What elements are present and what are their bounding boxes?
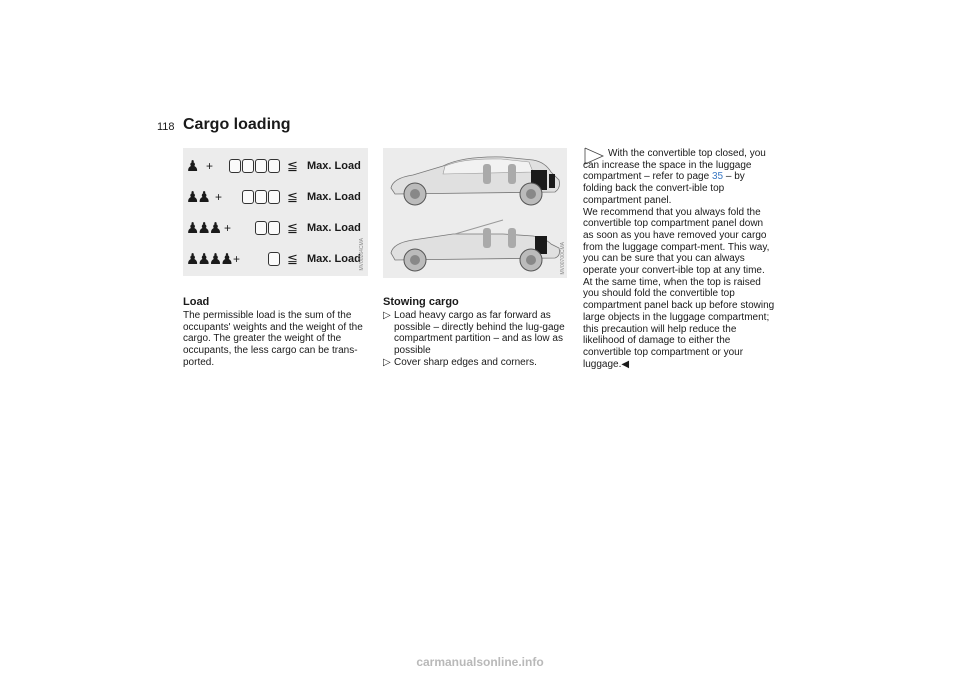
- load-body: The permissible load is the sum of the occupants' weights and the weight of the cargo. The greater the weight of the occupants, the less cargo can be trans-ported.: [183, 310, 363, 368]
- suitcase-icon: [268, 252, 280, 266]
- luggage-icons: [229, 159, 281, 178]
- plus-sign: +: [233, 252, 241, 266]
- suitcase-icon: [268, 190, 280, 204]
- end-mark-icon: ◀: [621, 358, 630, 370]
- cargo-car-diagram: [383, 148, 567, 278]
- person-icons: ♟♟♟♟: [186, 251, 232, 268]
- max-load-label: Max. Load: [307, 160, 361, 172]
- suitcase-icon: [255, 190, 267, 204]
- figure-code: MV00700CMA: [560, 242, 566, 275]
- stowing-heading: Stowing cargo: [383, 296, 459, 308]
- load-heading: Load: [183, 296, 210, 308]
- plus-sign: +: [206, 159, 214, 173]
- max-load-label: Max. Load: [307, 253, 361, 265]
- suitcase-icon: [255, 221, 267, 235]
- list-item: ▷ Cover sharp edges and corners.: [383, 356, 537, 368]
- figure-code: MV00264CMA: [359, 238, 365, 271]
- load-row: [183, 247, 368, 271]
- luggage-icons: [255, 221, 281, 240]
- load-diagram: [183, 148, 368, 276]
- suitcase-icon: [268, 221, 280, 235]
- convertible-note: With the convertible top closed, you can increase the space in the luggage compartment – refer to page 35 – by folding back the convert-ible top compartment panel. We recommend that you always fold the convertible top compartment panel down as soon as you have removed your cargo from the luggage compart-ment. This way, you can be sure that you can always operate your convert-ible top at any time. At the same time, when the top is raised you should fold the convertible top compartment panel back up before stowing large objects in the luggage compartment; this precaution will help reduce the likelihood of damage to either the convertible top compartment or your luggage.◀: [583, 148, 775, 370]
- watermark: carmanualsonline.info: [416, 655, 544, 669]
- luggage-icons: [242, 190, 281, 209]
- car-illustration: [383, 148, 567, 278]
- less-equal-sign: ≦: [287, 251, 298, 266]
- page-number: 118: [157, 121, 175, 133]
- less-equal-sign: ≦: [287, 189, 298, 204]
- max-load-label: Max. Load: [307, 222, 361, 234]
- suitcase-icon: [268, 159, 280, 173]
- suitcase-icon: [229, 159, 241, 173]
- plus-sign: +: [224, 221, 232, 235]
- plus-sign: +: [215, 190, 223, 204]
- person-icons: ♟: [186, 158, 198, 175]
- less-equal-sign: ≦: [287, 220, 298, 235]
- load-row: [183, 154, 368, 178]
- stowing-bullets: [383, 310, 573, 369]
- max-load-label: Max. Load: [307, 191, 361, 203]
- load-row: [183, 216, 368, 240]
- page-title: Cargo loading: [183, 116, 291, 133]
- page-link[interactable]: 35: [711, 171, 724, 183]
- suitcase-icon: [242, 159, 254, 173]
- list-item: ▷ Load heavy cargo as far forward as possible – directly behind the lug-gage compartment partition – and as low as possible: [383, 310, 565, 357]
- suitcase-icon: [242, 190, 254, 204]
- person-icons: ♟♟♟: [186, 220, 221, 237]
- less-equal-sign: ≦: [287, 158, 298, 173]
- luggage-icons: [268, 252, 281, 271]
- suitcase-icon: [255, 159, 267, 173]
- person-icons: ♟♟: [186, 189, 209, 206]
- load-row: [183, 185, 368, 209]
